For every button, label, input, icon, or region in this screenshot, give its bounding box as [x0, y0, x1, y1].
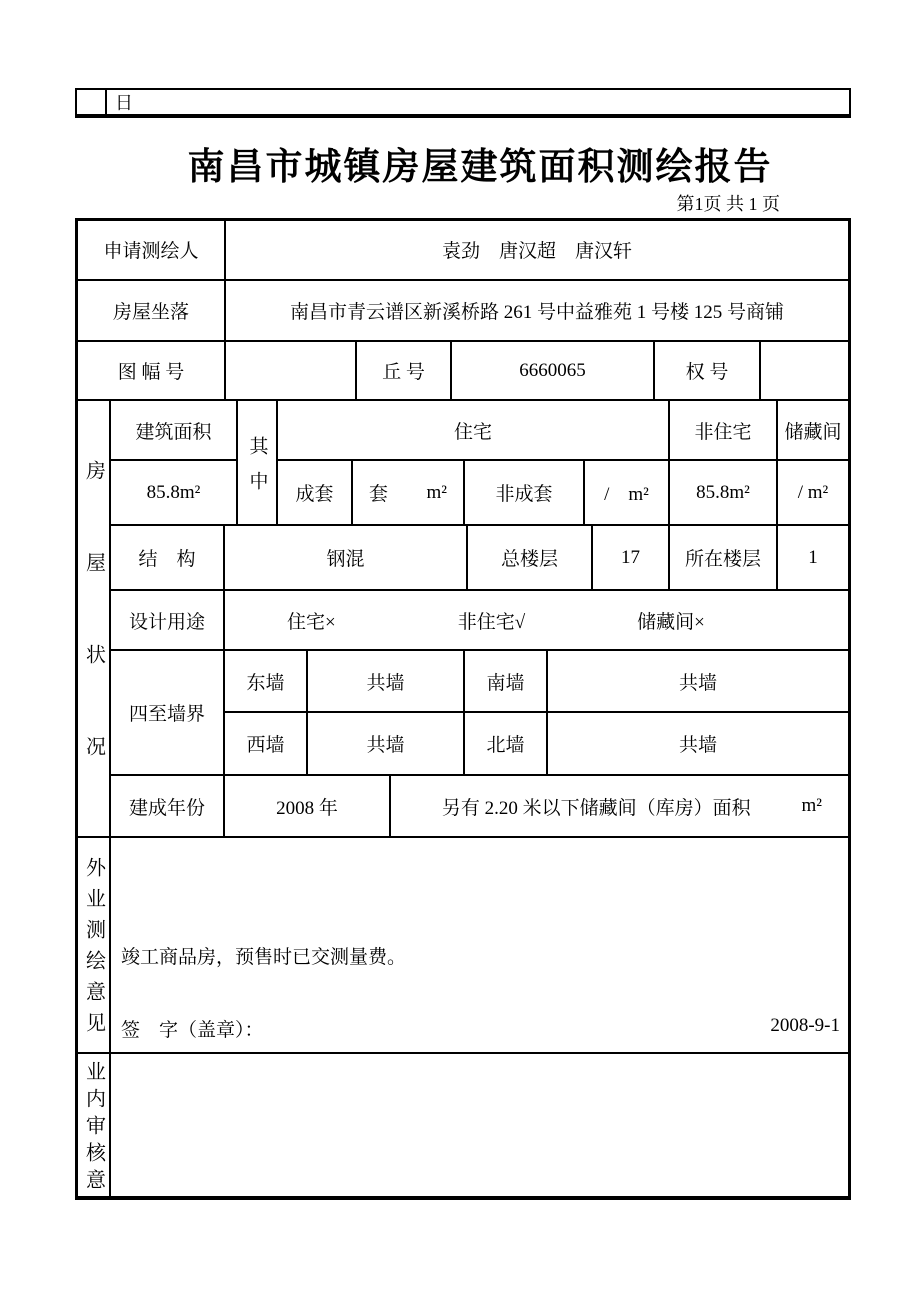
extra-storage-label: 另有 2.20 米以下储藏间（库房）面积: [441, 797, 751, 819]
design-use-storage: 储藏间×: [637, 611, 705, 633]
extra-storage-cell: [391, 776, 848, 837]
housing-section-label: [78, 401, 111, 837]
non-residential-value: 85.8m²: [670, 461, 778, 526]
row-structure: [111, 526, 848, 591]
north-wall-label: 北墙: [465, 713, 548, 776]
field-survey-comment: 竣工商品房，预售时已交测量费。: [121, 947, 407, 968]
block-walls: [111, 651, 848, 776]
field-survey-content: [111, 838, 848, 1054]
total-floors-label: 总楼层: [468, 526, 593, 591]
building-area-value: 85.8m²: [111, 461, 238, 526]
field-survey-section-label: [78, 838, 111, 1054]
survey-date: 2008-9-1: [770, 1015, 840, 1036]
design-use-non-residential: 非住宅√: [457, 611, 526, 633]
year-built-value: 2008 年: [225, 776, 391, 837]
block-building-area: [111, 401, 848, 526]
east-wall-value: 共墙: [308, 651, 465, 713]
design-use-values: [225, 591, 848, 651]
location-value: 南昌市青云谱区新溪桥路 261 号中益雅苑 1 号楼 125 号商铺: [226, 281, 848, 342]
south-wall-value: 共墙: [548, 651, 848, 713]
set-area-cell: [353, 461, 465, 526]
section-field-survey: [78, 838, 848, 1054]
section-internal-review: [78, 1054, 848, 1196]
row-location: [78, 281, 848, 342]
page-number: 第1页 共 1 页: [676, 194, 780, 214]
structure-value: 钢混: [225, 526, 468, 591]
quan-label: 权 号: [655, 342, 761, 402]
internal-review-section-label: [78, 1054, 111, 1196]
incomplete-set-value: / m²: [585, 461, 670, 526]
walls-label: 四至墙界: [111, 651, 225, 776]
row-design-use: [111, 591, 848, 651]
qiu-label: 丘 号: [357, 342, 452, 402]
year-built-label: 建成年份: [111, 776, 225, 837]
west-wall-value: 共墙: [308, 713, 465, 776]
west-wall-label: 西墙: [225, 713, 308, 776]
storage-value: / m²: [778, 461, 848, 526]
storage-header: 储藏间: [778, 401, 848, 461]
applicant-label: 申请测绘人: [78, 221, 226, 281]
row-map-numbers: [78, 342, 848, 402]
internal-review-content: [111, 1054, 848, 1196]
internal-review-section-label-text: 业内审核意: [82, 1061, 105, 1196]
north-wall-value: 共墙: [548, 713, 848, 776]
map-sheet-label: 图 幅 号: [78, 342, 226, 402]
residential-header: 住宅: [278, 401, 670, 461]
incomplete-set-label: 非成套: [465, 461, 585, 526]
design-use-label: 设计用途: [111, 591, 225, 651]
floor-located-label: 所在楼层: [670, 526, 778, 591]
report-table: [75, 218, 851, 1200]
applicant-value: 袁劲 唐汉超 唐汉轩: [226, 221, 848, 281]
section-housing-status: [78, 401, 848, 837]
qiu-value: 6660065: [452, 342, 655, 402]
set-unit: m²: [426, 481, 447, 503]
field-survey-sign-row: [121, 1015, 840, 1042]
page-title: 南昌市城镇房屋建筑面积测绘报告: [187, 146, 773, 187]
building-area-label: 建筑面积: [111, 401, 238, 461]
location-label: 房屋坐落: [78, 281, 226, 342]
row-year-built: [111, 776, 848, 837]
housing-section-label-text: 房屋状况: [82, 459, 105, 828]
east-wall-label: 东墙: [225, 651, 308, 713]
design-use-residential: 住宅×: [287, 611, 336, 633]
floor-located-value: 1: [778, 526, 848, 591]
non-residential-header: 非住宅: [670, 401, 778, 461]
total-floors-value: 17: [593, 526, 670, 591]
field-survey-section-label-text: 外业测绘意见: [82, 857, 105, 1044]
map-sheet-value: [226, 342, 357, 402]
among-label: [238, 401, 278, 526]
set-label: 套: [369, 484, 389, 506]
row-applicant: [78, 221, 848, 281]
extra-storage-unit: m²: [801, 795, 822, 817]
top-day-label: 日: [115, 93, 133, 113]
complete-set-label: 成套: [278, 461, 353, 526]
quan-value: [761, 342, 848, 402]
top-corner-cell: [77, 90, 107, 114]
among-label-text: 其中: [246, 435, 268, 506]
structure-label: 结 构: [111, 526, 225, 591]
sign-seal-label: 签 字（盖章）：: [121, 1020, 264, 1041]
south-wall-label: 南墙: [465, 651, 548, 713]
top-header-box: [75, 88, 851, 118]
